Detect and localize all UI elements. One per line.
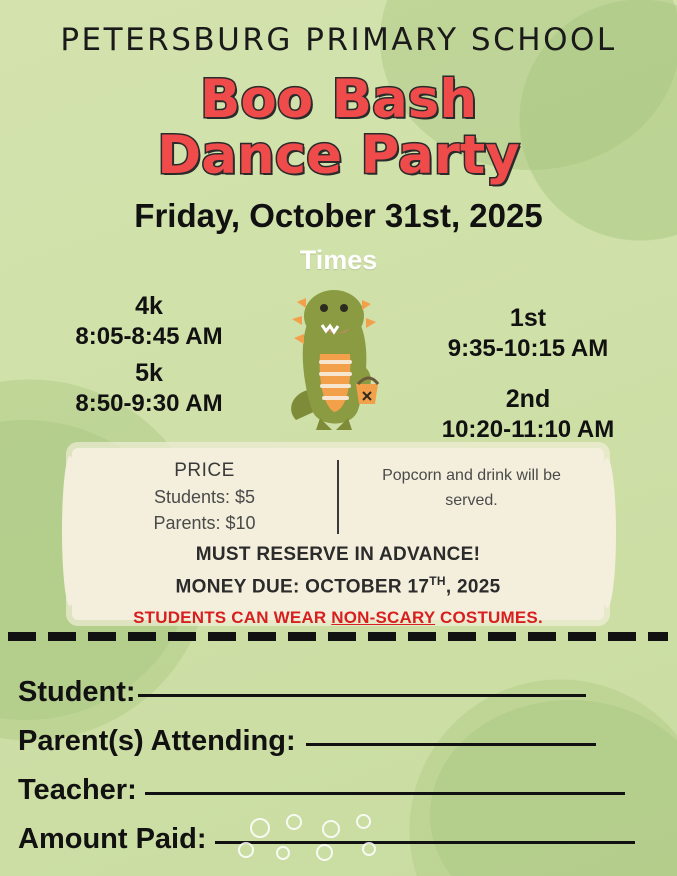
- info-card: [72, 448, 604, 628]
- event-title: [0, 69, 677, 186]
- teacher-label: Teacher:: [18, 774, 137, 806]
- price-title: PRICE: [174, 460, 235, 481]
- snacks-text: Popcorn and drink will be served.: [382, 467, 561, 509]
- times-column-left: [24, 282, 274, 418]
- time-slot-time: 9:35-10:15 AM: [447, 335, 609, 363]
- time-slot: [403, 385, 653, 444]
- form-row-teacher: [18, 774, 658, 807]
- times-column-right: [403, 282, 653, 444]
- costume-post: COSTUMES.: [435, 608, 543, 628]
- parents-input-line[interactable]: [306, 742, 596, 746]
- time-slot-time: 10:20-11:10 AM: [441, 416, 615, 444]
- money-due-pre: MONEY DUE: OCTOBER 17: [175, 576, 430, 598]
- event-date: Friday, October 31st, 2025: [134, 197, 543, 235]
- price-students: Students: $5: [153, 487, 256, 507]
- money-due-ordinal: TH: [429, 574, 446, 588]
- must-reserve-notice: MUST RESERVE IN ADVANCE!: [195, 544, 481, 565]
- teacher-input-line[interactable]: [145, 791, 625, 795]
- decorative-bubbles: [230, 812, 430, 872]
- cut-line-divider: [8, 632, 668, 641]
- time-slot-time: 8:05-8:45 AM: [75, 323, 223, 351]
- student-input-line[interactable]: [138, 693, 586, 697]
- form-row-parents: [18, 725, 658, 758]
- info-card-columns: [72, 448, 604, 534]
- price-parents: Parents: $10: [153, 513, 256, 533]
- time-slot-grade: 2nd: [505, 385, 551, 414]
- dinosaur-trick-or-treat-icon: [278, 270, 398, 450]
- time-slot-grade: 1st: [509, 304, 547, 333]
- time-slot-grade: 5k: [135, 359, 163, 388]
- costume-notice: [72, 608, 604, 628]
- time-slot: [24, 359, 274, 418]
- money-due-notice: [72, 574, 604, 598]
- event-title-line1: Boo Bash: [199, 69, 478, 130]
- time-slot-time: 8:50-9:30 AM: [75, 390, 223, 418]
- amount-paid-label: Amount Paid:: [18, 823, 207, 855]
- student-label: Student:: [18, 676, 136, 708]
- time-slot-grade: 4k: [135, 292, 163, 321]
- school-name: PETERSBURG PRIMARY SCHOOL: [60, 22, 617, 58]
- event-title-line2: Dance Party: [157, 124, 520, 186]
- parents-label: Parent(s) Attending:: [18, 725, 296, 757]
- time-slot: [24, 292, 274, 351]
- costume-emphasis: NON-SCARY: [331, 608, 436, 628]
- times-heading: Times: [299, 245, 378, 276]
- form-row-student: [18, 676, 658, 709]
- price-block: [72, 460, 339, 534]
- snacks-block: [339, 460, 604, 534]
- money-due-post: , 2025: [445, 576, 501, 598]
- time-slot: [403, 304, 653, 363]
- costume-pre: STUDENTS CAN WEAR: [133, 608, 332, 628]
